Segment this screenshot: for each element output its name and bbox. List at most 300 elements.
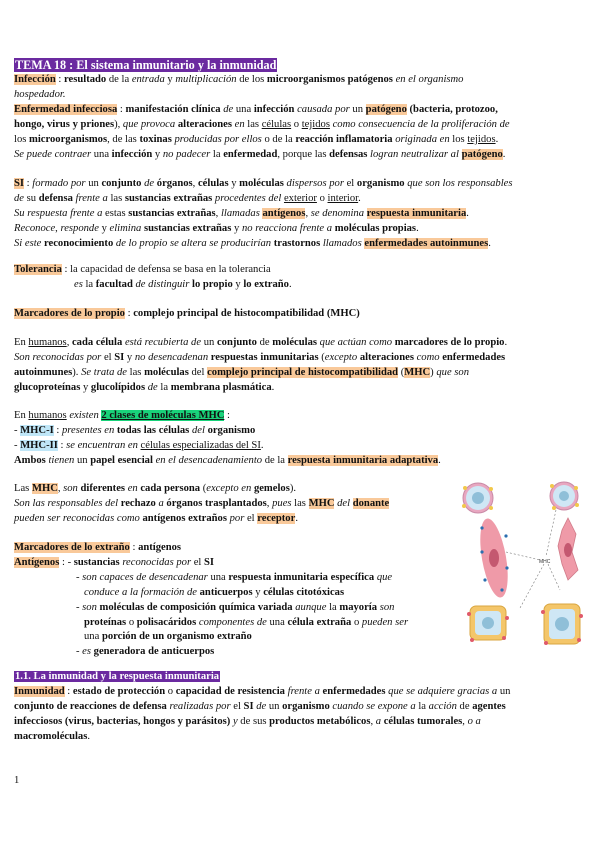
text-run: de lo propio se altera se producirían [113, 237, 274, 249]
text-run: reconocimiento [44, 237, 114, 249]
text-run: trastornos [273, 237, 321, 249]
text-run: componentes de [196, 616, 270, 628]
text-run: glucolípidos [90, 381, 146, 393]
text-line [14, 351, 584, 366]
text-run: toxinas [139, 133, 172, 145]
text-run: de [141, 178, 157, 189]
text-run: ). [289, 483, 297, 494]
text-run: infecciosos (virus, bacterias, hongos y parásitos) [14, 715, 231, 727]
text-run: humanos [28, 337, 67, 348]
text-run: - son [76, 601, 100, 613]
text-run: Marcadores de lo propio [14, 308, 125, 319]
text-run: infección [253, 103, 295, 115]
text-run: organismo [282, 700, 330, 712]
text-run: acción [428, 700, 457, 712]
text-run: enfermedades [322, 686, 386, 697]
section-title-block [14, 670, 584, 685]
text-run: moléculas [272, 337, 318, 348]
text-run: enfermedades [442, 351, 506, 363]
text-run: humanos [28, 410, 67, 421]
text-run: las [127, 366, 145, 378]
text-run: : [64, 686, 73, 697]
text-run: conjunto [101, 178, 142, 189]
text-run: ( [200, 483, 207, 494]
text-run: de [145, 381, 161, 393]
text-run: y [80, 381, 91, 393]
text-run: las [291, 497, 309, 509]
text-run: o [165, 686, 176, 697]
text-run: cada persona [140, 483, 201, 494]
text-run: , se denomina [305, 207, 367, 219]
text-run: MHC [308, 497, 335, 509]
text-run: en [125, 483, 141, 494]
text-run: en el [152, 454, 179, 466]
text-run: y [252, 586, 264, 598]
text-run: elimina [109, 222, 142, 234]
text-line [14, 118, 584, 133]
text-run: está recubierta de [122, 337, 202, 348]
text-run: órganos trasplantados [166, 497, 267, 509]
text-line [14, 454, 584, 469]
text-run: originada en [392, 133, 453, 145]
marcadores-propio-heading [14, 307, 584, 322]
text-run: no reacciona frente a [241, 222, 333, 234]
text-run: en el [392, 74, 419, 85]
text-run: autoinmunes [14, 366, 73, 378]
spiky-cell-icon [558, 518, 578, 580]
text-run: Se puede contraer [14, 148, 92, 160]
text-run: son [63, 483, 81, 494]
text-run: una [235, 103, 254, 115]
text-run: mayoría [339, 601, 378, 613]
text-run: MHC [404, 366, 431, 378]
text-line [14, 409, 584, 424]
text-run: las [247, 118, 262, 130]
text-run: entrada [131, 74, 165, 85]
text-line [14, 192, 584, 207]
text-run: frente a [72, 192, 108, 204]
text-run: una [269, 616, 288, 628]
text-run: lo propio [192, 278, 233, 290]
text-run: Antígenos [14, 556, 60, 568]
text-run: la [329, 601, 340, 613]
text-run: la [415, 700, 429, 712]
text-run: anticuerpos [199, 586, 253, 598]
text-run: presentes en [61, 424, 117, 436]
text-line [14, 645, 454, 660]
text-run: o [126, 616, 137, 628]
text-run: ). [72, 366, 82, 378]
text-run: a [155, 497, 167, 509]
text-run: . [504, 337, 508, 348]
text-run: producidas por ellos [171, 133, 262, 145]
text-run: células citotóxicas [263, 586, 345, 598]
text-run: Marcadores de lo extraño [14, 542, 130, 553]
text-run: gemelos [253, 483, 290, 494]
text-line [14, 278, 584, 293]
text-run: defensa [38, 192, 73, 204]
text-line [14, 601, 454, 616]
text-run: diferentes [80, 483, 126, 494]
text-run: . [495, 133, 499, 145]
text-run: marcadores de lo propio [394, 337, 505, 348]
text-run: frente a [284, 686, 323, 697]
text-run: no desencadenan [134, 351, 209, 363]
text-run: de la [262, 454, 288, 466]
text-run: MHC-II [20, 439, 58, 451]
text-run: : - [59, 556, 74, 568]
text-run: - son capaces de desencadenar [76, 571, 211, 583]
text-run: el [101, 351, 115, 363]
text-run: ), [114, 118, 123, 130]
text-run: excepto en [206, 483, 252, 494]
text-run: causada por [294, 103, 353, 115]
text-line [14, 336, 584, 351]
text-run: pueden ser [361, 616, 409, 628]
text-line [14, 439, 584, 454]
text-run: tienen [45, 454, 77, 466]
text-run: y [232, 278, 244, 290]
text-run: son [377, 601, 395, 613]
text-run: y [164, 74, 176, 85]
text-run: y [98, 222, 110, 234]
text-run: organismo [356, 178, 405, 189]
term-enfermedad-infecciosa: Enfermedad infecciosa [14, 103, 118, 115]
text-run: glucoproteínas [14, 381, 81, 393]
text-run: llamadas [220, 207, 260, 219]
text-run: conjunto [216, 337, 257, 348]
text-run: antígenos [262, 207, 306, 219]
text-run: : [24, 178, 33, 189]
text-run: . [358, 192, 361, 204]
text-run: , [57, 483, 64, 494]
text-run: productos metabólicos [269, 715, 371, 727]
text-run: o de la [261, 133, 296, 145]
text-run: Reconoce [14, 222, 56, 234]
text-run: microorganismos patógenos [266, 74, 393, 85]
text-run: no padecer [162, 148, 211, 160]
text-run: microorganismos [29, 133, 108, 145]
text-line [14, 424, 584, 439]
text-run: . [502, 148, 506, 160]
text-run: 2 clases de moléculas MHC [101, 410, 225, 421]
text-run: una [91, 148, 112, 160]
text-run: : [57, 439, 67, 451]
text-line [14, 73, 584, 88]
text-run: organismo [418, 74, 464, 85]
text-run: infección [111, 148, 153, 160]
text-line [14, 497, 454, 512]
text-run: - [14, 439, 21, 451]
text-run: complejo principal de histocompatibilidad [207, 366, 399, 378]
text-run: patógeno [365, 103, 407, 115]
text-run: una [84, 631, 102, 643]
text-run: de sus [240, 715, 270, 727]
text-run: una [210, 571, 229, 583]
text-run: : [55, 74, 65, 85]
text-run: Ambos [14, 454, 46, 466]
text-run: Se trata de [81, 366, 128, 378]
text-run: enfermedad [223, 148, 278, 160]
text-run: agentes [472, 700, 506, 712]
text-run: células [261, 118, 292, 130]
text-line [14, 263, 584, 278]
text-line [14, 482, 454, 497]
text-run: defensas [329, 148, 368, 160]
term-infeccion: Infección [14, 74, 56, 85]
text-run: , [462, 715, 468, 727]
text-run: y [228, 178, 240, 189]
text-run: de [256, 337, 273, 348]
text-run: MHC [31, 483, 58, 494]
text-run: del [334, 497, 353, 509]
text-run: receptor [257, 512, 296, 524]
text-run: respuestas inmunitarias [210, 351, 319, 363]
text-run: SI [114, 351, 125, 363]
text-run: un [268, 700, 283, 712]
text-run: cada célula [71, 337, 123, 348]
humanos-paragraph [14, 336, 584, 396]
text-run: . [87, 730, 91, 742]
text-run: , [370, 715, 376, 727]
text-run: complejo principal de histocompatibilidad (MHC) [133, 308, 360, 319]
text-run: la [210, 148, 224, 160]
text-line [14, 177, 584, 192]
text-run: sustancias extrañas [143, 222, 232, 234]
text-run: , de las [107, 133, 140, 145]
text-run: Inmunidad [14, 686, 65, 697]
text-run: antígenos extraños [142, 512, 227, 524]
text-run: respuesta inmunitaria específica [228, 571, 375, 583]
text-run: responde [60, 222, 99, 234]
text-run: que son los responsables [404, 178, 513, 189]
text-line [14, 307, 584, 322]
text-run: aunque [292, 601, 330, 613]
si-paragraph [14, 177, 584, 252]
text-run: las [107, 192, 125, 204]
text-run: , [55, 222, 61, 234]
text-run: facultad [95, 278, 133, 290]
text-run: a [375, 715, 384, 727]
text-run: su [26, 192, 39, 204]
text-run: , [266, 497, 273, 509]
text-run: . [488, 237, 491, 249]
text-run: proteínas [84, 616, 127, 628]
text-run: ( [398, 366, 405, 378]
text-line [14, 237, 584, 252]
text-run: y [124, 351, 135, 363]
page-number: 1 [14, 775, 20, 786]
text-run: : [124, 308, 134, 319]
text-run: que son [436, 366, 470, 378]
antigenos-paragraph [14, 541, 454, 660]
text-run: hospedador. [14, 88, 66, 100]
text-line [14, 88, 584, 103]
text-run: procedentes del [212, 192, 284, 204]
text-run: y [152, 148, 163, 160]
text-run: (bacteria, protozoo, [406, 103, 498, 115]
text-run: interior [327, 192, 359, 204]
text-run: lo extraño [243, 278, 289, 290]
text-run: ( [318, 351, 325, 363]
text-run: , [192, 178, 198, 189]
text-run: macromoléculas [14, 730, 88, 742]
text-run: conduce a la formación de [84, 586, 200, 598]
text-line [14, 700, 584, 715]
figure-label: MHC [539, 559, 551, 565]
text-run: . [438, 454, 441, 466]
text-run: . [288, 278, 292, 290]
text-run: SI [243, 700, 254, 712]
text-line [14, 366, 584, 381]
text-line [14, 148, 584, 163]
text-run: desencadenamiento [178, 454, 263, 466]
text-run: de los [236, 74, 267, 85]
text-line [14, 685, 584, 700]
text-run: membrana plasmática [170, 381, 272, 393]
text-run: Si este [14, 237, 45, 249]
text-run: SI [204, 556, 215, 568]
text-run: sustancias [73, 556, 120, 568]
section-title: 1.1. La inmunidad y la respuesta inmunitaria [15, 671, 220, 682]
text-run: un [499, 686, 511, 697]
text-run: reacción inflamatoria [295, 133, 393, 145]
text-run: un [201, 337, 217, 348]
text-run: organismo [207, 424, 256, 436]
infection-paragraph [14, 73, 584, 162]
text-run: células tumorales [383, 715, 463, 727]
text-run: de distinguir [132, 278, 193, 290]
text-run: los [14, 133, 30, 145]
text-run: células especializadas del SI [140, 439, 261, 451]
text-run: respuesta inmunitaria adaptativa [287, 454, 439, 466]
spindle-cell-icon [475, 517, 513, 600]
text-run: porción de un organismo extraño [101, 631, 252, 643]
text-run: . [271, 381, 275, 393]
text-line [14, 730, 584, 745]
text-run: y [230, 715, 241, 727]
text-run: , porque las [277, 148, 330, 160]
text-run: . [260, 439, 264, 451]
text-run: el [230, 700, 244, 712]
text-run: realizadas por [166, 700, 231, 712]
text-run: que actúan como [317, 337, 395, 348]
text-run: de [220, 103, 236, 115]
text-run: manifestación clínica [125, 103, 221, 115]
text-run: Son las responsables del [14, 497, 121, 509]
text-run: que se adquiere gracias a [385, 686, 500, 697]
text-run: reconocidas por [119, 556, 192, 568]
text-line [14, 586, 454, 601]
text-run: Su respuesta frente a [14, 207, 103, 219]
text-run: órganos [156, 178, 193, 189]
text-run: pues [272, 497, 292, 509]
text-line [14, 715, 584, 730]
cells-drawing [460, 480, 586, 658]
text-run: el [246, 512, 258, 524]
text-run: Las [14, 483, 32, 494]
text-run: MHC-I [20, 424, 54, 436]
text-run: o [351, 616, 362, 628]
text-run: : [129, 542, 139, 553]
text-run: enfermedades autoinmunes [364, 237, 489, 249]
text-run: moléculas [144, 366, 189, 378]
text-run: , [215, 207, 221, 219]
text-run: multiplicación [175, 74, 237, 85]
text-run: llamados [320, 237, 365, 249]
text-run: un [352, 103, 366, 115]
text-line [14, 133, 584, 148]
text-run: como consecuencia de la proliferación de [329, 118, 510, 130]
text-run: el [343, 178, 357, 189]
text-run: por [226, 512, 247, 524]
text-run: estas [102, 207, 129, 219]
text-run: es [74, 278, 83, 290]
text-run: un [76, 454, 91, 466]
text-run: - [14, 424, 21, 436]
text-line [14, 541, 454, 556]
connector-lines [506, 510, 560, 608]
text-run: tejidos [467, 133, 496, 145]
term-tolerancia: Tolerancia [14, 264, 62, 275]
text-run: , [66, 337, 72, 348]
text-run: : [224, 410, 230, 421]
text-run: estado de protección [72, 686, 166, 697]
text-run: la [82, 278, 96, 290]
text-run: formado por [32, 178, 86, 189]
text-run: la [160, 381, 171, 393]
text-run: y [231, 222, 242, 234]
text-run: células [197, 178, 229, 189]
square-cell-icon [541, 604, 583, 645]
text-run: resultado [64, 74, 107, 85]
mhc-differences-paragraph [14, 482, 454, 527]
text-run: todas las células [116, 424, 190, 436]
text-run: se encuentran en [66, 439, 141, 451]
text-run: sustancias extrañas [124, 192, 213, 204]
text-run: dispersos por [283, 178, 344, 189]
text-run: o [291, 118, 302, 130]
text-run: existen [66, 410, 102, 421]
text-run: logran neutralizar al [367, 148, 462, 160]
text-run: capacidad de resistencia [175, 686, 285, 697]
text-run: del [188, 366, 208, 378]
text-run: exterior [283, 192, 317, 204]
text-run: En [14, 337, 29, 348]
text-run: tejidos [301, 118, 330, 130]
text-run: En [14, 410, 29, 421]
text-run: : la capacidad de defensa se basa en la tolerancia [61, 264, 271, 275]
text-run: cuando se expone a [329, 700, 416, 712]
text-run: patógeno [461, 148, 503, 160]
text-line [14, 222, 584, 237]
text-line [14, 616, 454, 631]
text-run: en [231, 118, 248, 130]
text-run: donante [352, 497, 390, 509]
text-run: rechazo [120, 497, 156, 509]
text-run: célula extraña [287, 616, 352, 628]
text-run: . [295, 512, 298, 524]
text-run: - es [76, 646, 94, 658]
text-run: de [14, 192, 27, 204]
text-run: que [374, 571, 393, 583]
tolerancia-paragraph [14, 263, 584, 293]
round-cell-icon [462, 483, 493, 513]
text-run: . [466, 207, 469, 219]
text-run: generadora de anticuerpos [93, 646, 215, 658]
text-run: del [189, 424, 208, 436]
text-run: polisacáridos [136, 616, 197, 628]
